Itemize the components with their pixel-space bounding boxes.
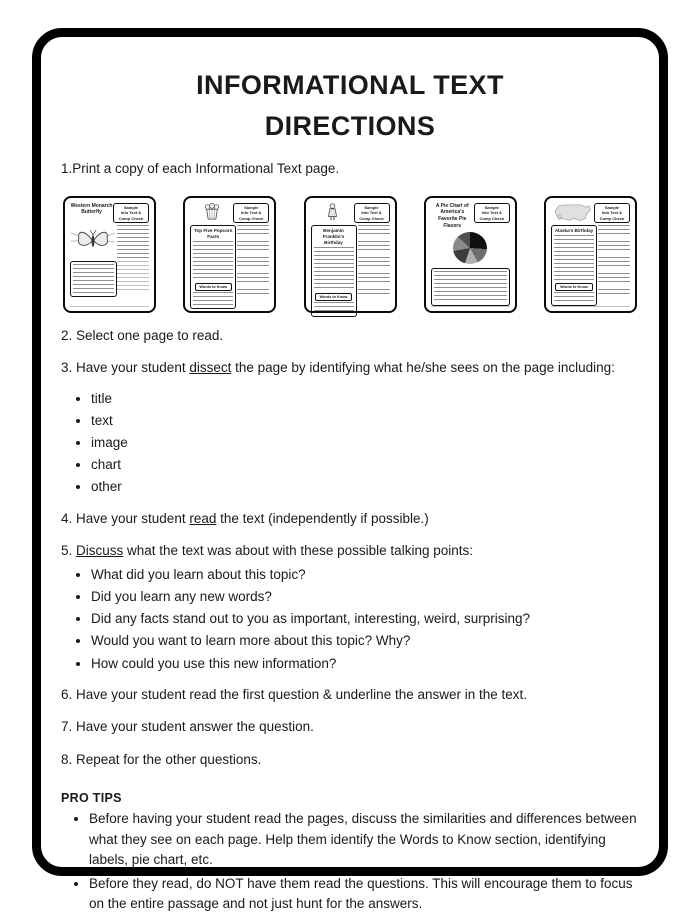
question-lines (358, 289, 390, 297)
thumb3-header (311, 203, 390, 224)
badge-line: Info Text & (361, 210, 382, 216)
thumb5-header (551, 203, 630, 224)
questions-column (358, 225, 390, 317)
thumbnail-top-five-popcorn-facts (183, 196, 276, 313)
words-to-know-label: Words to Know (555, 283, 592, 291)
footer-line (431, 306, 510, 307)
question-lines (237, 257, 269, 269)
footer-line (70, 306, 149, 307)
words-to-know-label: Words to Know (195, 283, 232, 291)
step-4-underlined-word: read (189, 510, 217, 526)
popcorn-icon (203, 203, 221, 220)
question-lines (237, 241, 269, 253)
franklin-figure-icon (326, 203, 339, 221)
step-7: 7. Have your student answer the question. (61, 719, 314, 735)
list-item: • title (91, 391, 639, 407)
thumb2-body (190, 225, 269, 309)
thumb1-title: Western Monarch Butterfly (70, 202, 113, 216)
step-3-post: the page by identifying what he/she sees on the page including: (231, 360, 615, 376)
thumb3-body (311, 225, 390, 317)
badge-line: Info Text & (601, 210, 623, 216)
question-lines (237, 289, 269, 297)
thumb4-header (431, 203, 510, 230)
step-4-pre: 4. Have your student (61, 510, 190, 526)
step-3 (61, 358, 639, 378)
badge-line: Comp Check (479, 215, 504, 221)
question-lines (237, 273, 269, 285)
list-item: • other (91, 479, 639, 495)
text-lines-placeholder (434, 271, 507, 303)
step-1: 1.Print a copy of each Informational Text page. (61, 161, 340, 176)
list-item: • How could you use this new information? (91, 656, 639, 672)
question-lines (358, 241, 390, 253)
question-lines (598, 273, 630, 285)
badge-line: Comp Check (359, 215, 384, 221)
question-lines (358, 273, 390, 285)
step-5-post: what the text was about with these possible talking points: (123, 543, 473, 559)
list-item: • Did you learn any new words? (91, 589, 639, 605)
question-lines (598, 289, 630, 297)
badge-line: Info Text & (241, 210, 262, 216)
text-lines-placeholder (117, 225, 149, 259)
text-lines-placeholder (193, 241, 233, 281)
sample-badge (594, 203, 630, 224)
questions-box (431, 268, 510, 306)
badge-line: Sample (484, 204, 499, 210)
list-item: • text (91, 413, 639, 429)
sample-badge (474, 203, 510, 224)
thumb3-title: Benjamin Franklin's Birthday (322, 228, 345, 246)
us-map-icon (552, 203, 594, 222)
footer-line (551, 306, 630, 307)
badge-line: Sample (364, 204, 379, 210)
text-lines-placeholder (314, 247, 354, 291)
step-3-underlined-word: dissect (189, 360, 232, 376)
step-2: 2. Select one page to read. (61, 327, 224, 343)
text-lines-placeholder (314, 302, 354, 314)
text-lines-placeholder (73, 264, 114, 294)
words-to-know-label: Words to Know (315, 293, 352, 301)
list-item: • chart (91, 457, 639, 473)
list-item: • Did any facts stand out to you as important, interesting, weird, surprising? (91, 611, 639, 627)
question-lines (237, 225, 269, 237)
badge-line: Sample (604, 204, 620, 210)
passage-box (551, 225, 597, 305)
page-title (61, 65, 639, 146)
sample-badge (233, 203, 269, 224)
thumbnail-benjamin-franklins-birthday (304, 196, 397, 313)
step-8: 8. Repeat for the other questions. (61, 751, 262, 767)
fact-list-box (190, 225, 236, 309)
text-lines-placeholder (554, 235, 594, 281)
pro-tips-heading: PRO TIPS (61, 791, 122, 806)
badge-line: Info Text & (481, 210, 502, 216)
list-item: • Before having your student read the pages, discuss the similarities and differences between what they see on each page. Help them identify the Words to Know section, identifying labels, pie chart, etc. (89, 809, 639, 870)
badge-line: Info Text & (120, 210, 142, 216)
butterfly-icon (70, 225, 116, 255)
step-6: 6. Have your student read the first question & underline the answer in the text. (61, 686, 528, 702)
thumb1-bottom (70, 261, 149, 297)
question-lines (358, 225, 390, 237)
thumb4-title: A Pie Chart of America's Favorite Pie Flavors (435, 202, 469, 229)
document-page (32, 28, 668, 912)
step-5-pre: 5. (61, 543, 77, 559)
thumb5-body (551, 225, 630, 305)
list-item: • What did you learn about this topic? (91, 567, 639, 583)
thumbnail-pie-chart-favorite-pie-flavors (424, 196, 517, 313)
step-5-underlined-word: Discuss (76, 543, 124, 559)
talking-points-list (61, 567, 639, 672)
passage-box (311, 225, 357, 317)
pro-tips-list (61, 809, 639, 914)
thumb1-middle (70, 225, 149, 259)
question-lines (598, 225, 630, 237)
thumb2-header (190, 203, 269, 224)
list-item: • image (91, 435, 639, 451)
text-lines-placeholder (193, 292, 233, 306)
badge-line: Comp Check (239, 215, 264, 221)
thumb5-title: Alaska's Birthday (554, 228, 594, 234)
sample-badge (354, 203, 390, 224)
questions-column (598, 225, 630, 305)
badge-line: Sample (123, 204, 139, 210)
questions-column (237, 225, 269, 309)
thumbnail-western-monarch-butterfly (63, 196, 156, 313)
step-3-pre: 3. Have your student (61, 360, 190, 376)
thumbnail-alaskas-birthday (544, 196, 637, 313)
list-item: • Would you want to learn more about this topic? Why? (91, 633, 639, 649)
badge-line: Comp Check (118, 215, 144, 221)
page-title-line1: INFORMATIONAL TEXT (196, 70, 504, 100)
question-lines (598, 241, 630, 253)
step-5 (61, 541, 639, 561)
badge-line: Sample (244, 204, 259, 210)
question-lines (358, 257, 390, 269)
pie-chart (453, 232, 487, 264)
page-title-line2: DIRECTIONS (264, 110, 436, 141)
text-lines-placeholder (117, 261, 149, 291)
thumb2-title: Top Five Popcorn Facts (194, 228, 233, 240)
dissect-items-list (61, 391, 639, 496)
sample-badge (113, 203, 149, 224)
worksheet-thumbnails-row (63, 196, 637, 313)
question-lines (598, 257, 630, 269)
step-4 (61, 509, 639, 529)
badge-line: Comp Check (599, 215, 625, 221)
text-lines-placeholder (554, 292, 594, 302)
list-item: • Before they read, do NOT have them read the questions. This will encourage them to focus on the entire passage and not just hunt for the answers. (89, 874, 639, 915)
questions-box (70, 261, 117, 297)
thumb1-header (70, 203, 149, 224)
step-4-post: the text (independently if possible.) (216, 510, 429, 526)
